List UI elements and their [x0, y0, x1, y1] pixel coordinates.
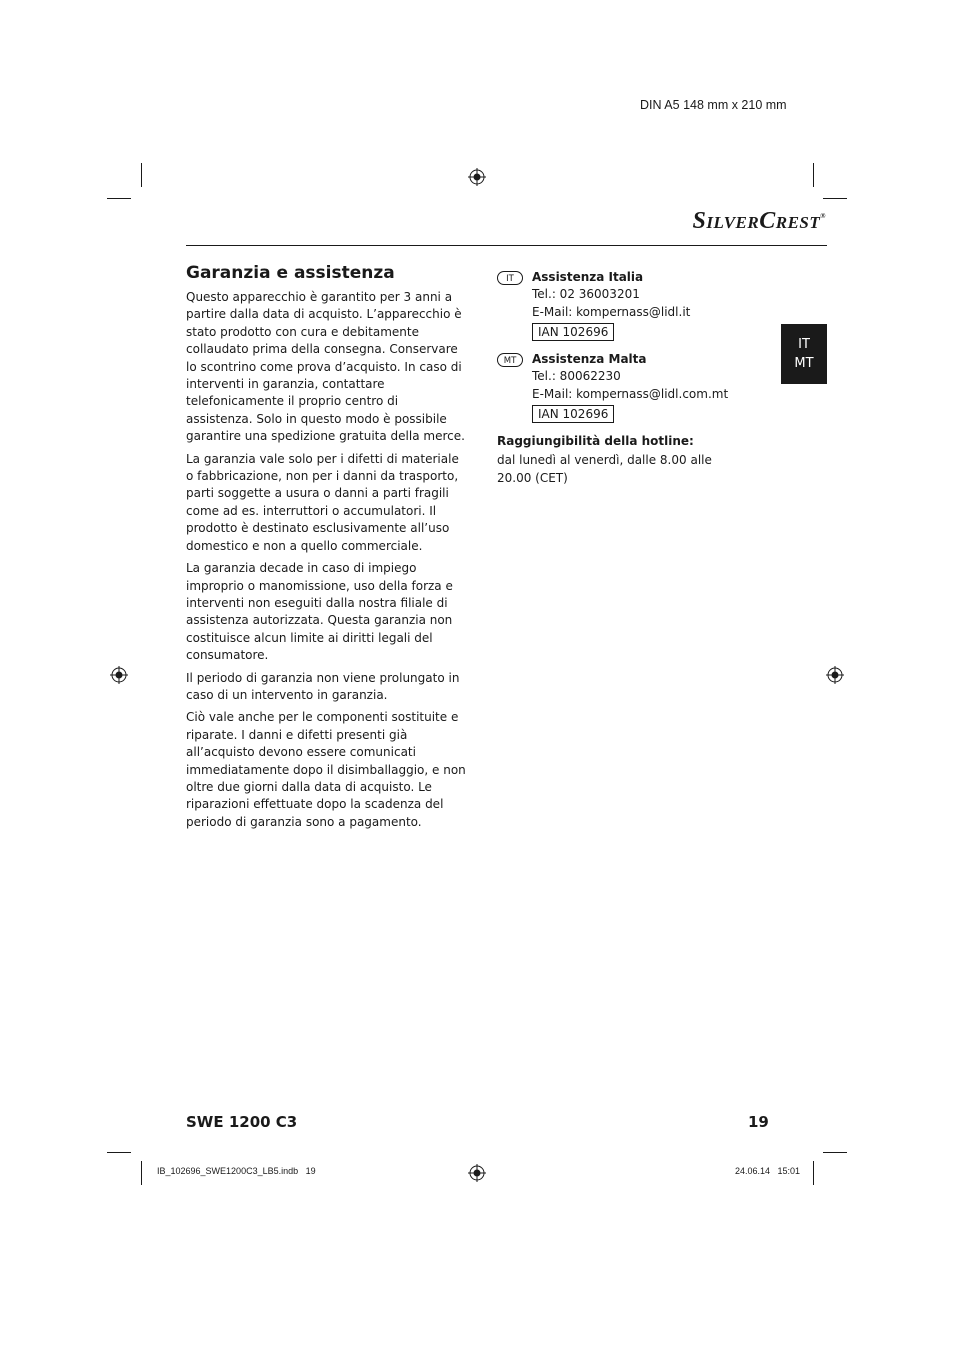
slug-file: IB_102696_SWE1200C3_LB5.indb 19: [157, 1166, 316, 1176]
crop-mark: [107, 198, 131, 199]
crop-mark: [141, 1161, 142, 1185]
warranty-text-column: [186, 289, 468, 836]
service-phone: Tel.: 02 36003201: [532, 287, 640, 302]
paragraph: La garanzia decade in caso di impiego improprio o manomissione, uso della forza e interventi non eseguiti dalla nostra filiale di assistenza autorizzata. Questa garanzia non costituisce alcun limite ai diritti legali del consumatore.: [186, 561, 453, 663]
registration-crosshair-icon: [468, 168, 486, 186]
language-tab: [781, 324, 827, 384]
service-malta: [497, 351, 817, 424]
registration-crosshair-icon: [468, 1164, 486, 1182]
hotline-title: Raggiungibilità della hotline:: [497, 434, 694, 448]
brand-registered-mark: ®: [820, 212, 826, 220]
brand-logo: [693, 208, 827, 235]
crop-mark: [813, 1161, 814, 1185]
paragraph: Ciò vale anche per le componenti sostituite e riparate. I danni e difetti presenti già all’acquisto devono essere comunicati immediatamente dopo il disimballaggio, e non oltre due giorni dalla data di acquisto. Le riparazioni effettuate dopo la scadenza del periodo di garanzia sono a pagamento.: [186, 710, 466, 829]
footer-model: SWE 1200 C3: [186, 1113, 298, 1131]
registration-crosshair-icon: [826, 666, 844, 684]
slug-date: 24.06.14 15:01: [735, 1166, 801, 1176]
hotline-hours: dal lunedì al venerdì, dalle 8.00 alle 20.00 (CET): [497, 453, 712, 485]
service-title: Assistenza Malta: [532, 352, 647, 366]
ian-box: IAN 102696: [532, 405, 614, 423]
hotline-info: [497, 433, 737, 487]
language-tab-mt: MT: [794, 356, 814, 371]
crop-mark: [823, 1152, 847, 1153]
crop-mark: [823, 198, 847, 199]
section-title: Garanzia e assistenza: [186, 263, 395, 283]
service-title: Assistenza Italia: [532, 270, 644, 284]
country-badge-mt: MT: [497, 353, 523, 367]
service-phone: Tel.: 80062230: [532, 369, 621, 384]
page-number: 19: [748, 1113, 769, 1131]
paragraph: La garanzia vale solo per i difetti di materiale o fabbricazione, non per i danni da trasporto, parti soggette a usura o danni a parti fragili come ad es. interruttori o accumulatori. Il prodotto è destinato esclusivamente all’uso domestico e non a quello commerciale.: [186, 451, 459, 553]
service-email: E-Mail: kompernass@lidl.it: [532, 304, 691, 319]
crop-mark: [141, 163, 142, 187]
header-rule: [186, 245, 827, 246]
brand-name: SilverCrest: [692, 208, 821, 234]
service-email: E-Mail: kompernass@lidl.com.mt: [532, 386, 729, 401]
crop-mark: [107, 1152, 131, 1153]
service-italy: [497, 269, 817, 342]
ian-box: IAN 102696: [532, 323, 614, 341]
language-tab-it: IT: [798, 337, 810, 352]
registration-crosshair-icon: [110, 666, 128, 684]
format-label: DIN A5 148 mm x 210 mm: [640, 98, 787, 112]
crop-mark: [813, 163, 814, 187]
paragraph: Il periodo di garanzia non viene prolungato in caso di un intervento in garanzia.: [186, 670, 460, 702]
paragraph: Questo apparecchio è garantito per 3 anni a partire dalla data di acquisto. L’apparecchio è stato prodotto con cura e debitamente collaudato prima della consegna. Conservare lo scontrino come prova d’acquisto. In caso di interventi in garanzia, contattare telefonicamente il proprio centro di assistenza. Solo in questo modo è possibile garantire una spedizione gratuita della merce.: [186, 290, 465, 444]
country-badge-it: IT: [497, 271, 523, 285]
